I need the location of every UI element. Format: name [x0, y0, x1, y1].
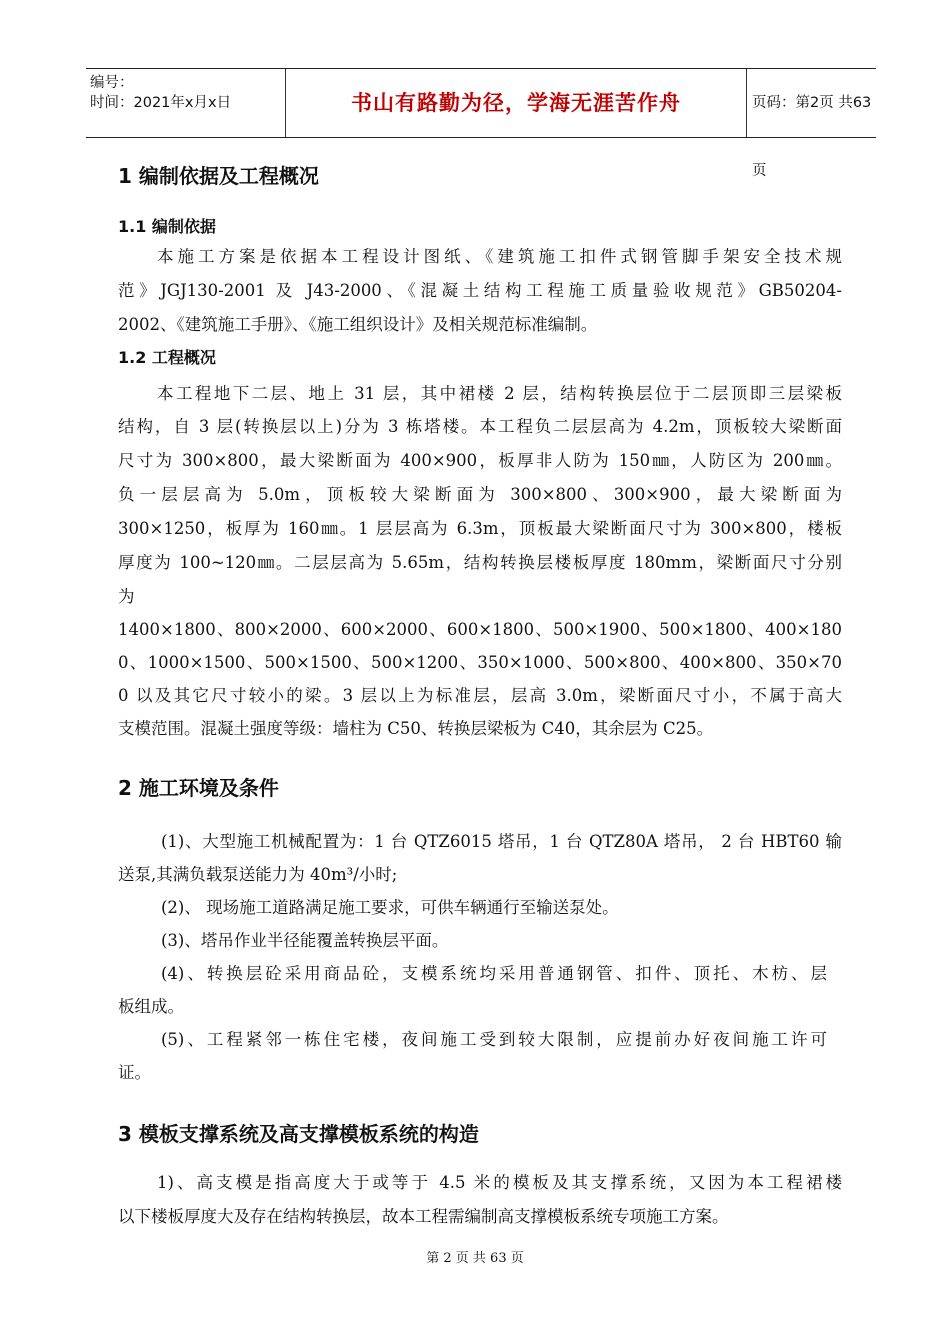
paragraph-line: 0 以及其它尺寸较小的梁。3 层以上为标准层，层高 3.0m，梁断面尺寸小，不属于高大 — [118, 686, 842, 705]
paragraph-line: 2002、《建筑施工手册》、《施工组织设计》及相关规范标准编制。 — [118, 315, 598, 334]
paragraph-line: 本施工方案是依据本工程设计图纸、《建筑施工扣件式钢管脚手架安全技术规 — [157, 247, 842, 266]
paragraph-line: 负一层层高为 5.0m，顶板较大梁断面为 300×800、300×900，最大梁断面为 — [118, 485, 842, 504]
page-footer: 第 2 页 共 63 页 — [426, 1251, 524, 1266]
paragraph-line: 以下楼板厚度大及存在结构转换层，故本工程需编制高支撑模板系统专项施工方案。 — [118, 1207, 729, 1226]
paragraph-line: 范》JGJ130-2001 及 J43-2000、《混凝土结构工程施工质量验收规范》GB50204- — [118, 281, 842, 300]
section-1-1-title: 1.1 编制依据 — [118, 217, 216, 236]
paragraph-line: (2)、 现场施工道路满足施工要求，可供车辆通行至输送泵处。 — [161, 898, 619, 917]
paragraph-line: 0、1000×1500、500×1500、500×1200、350×1000、500×800、400×800、350×70 — [118, 653, 842, 672]
section-1-2-title: 1.2 工程概况 — [118, 348, 216, 367]
paragraph-line: 1)、高支模是指高度大于或等于 4.5 米的模板及其支撑系统，又因为本工程裙楼 — [157, 1173, 842, 1192]
number-label: 编号： — [90, 75, 134, 91]
paragraph-line: 300×1250，板厚为 160㎜。1 层层高为 6.3m，顶板最大梁断面尺寸为 300×800，楼板 — [118, 519, 842, 538]
section-2-title: 2 施工环境及条件 — [118, 776, 279, 800]
paragraph-line: (5)、工程紧邻一栋住宅楼，夜间施工受到较大限制，应提前办好夜间施工许可 — [161, 1030, 827, 1049]
paragraph-line: 本工程地下二层、地上 31 层，其中裙楼 2 层，结构转换层位于二层顶即三层梁板 — [157, 384, 842, 403]
paragraph-line: 1400×1800、800×2000、600×2000、600×1800、500×1900、500×1800、400×180 — [118, 620, 842, 639]
paragraph-line: (3)、塔吊作业半径能覆盖转换层平面。 — [161, 931, 449, 950]
paragraph-line: 为 — [118, 587, 135, 606]
section-1-title: 1 编制依据及工程概况 — [118, 164, 319, 188]
paragraph-line: 送泵,其满负载泵送能力为 40m³/小时; — [118, 865, 398, 884]
paragraph-line: 支模范围。混凝土强度等级：墙柱为 C50、转换层梁板为 C40，其余层为 C25。 — [118, 719, 714, 738]
motto: 书山有路勤为径，学海无涯苦作舟 — [285, 69, 747, 137]
paragraph-line: 证。 — [118, 1063, 151, 1082]
section-3-title: 3 模板支撑系统及高支撑模板系统的构造 — [118, 1122, 479, 1146]
time-label: 时间：2021年x月x日 — [90, 95, 232, 111]
paragraph-line: 板组成。 — [118, 997, 184, 1016]
header-left-cell — [86, 69, 285, 137]
paragraph-line: 厚度为 100~120㎜。二层层高为 5.65m，结构转换层楼板厚度 180mm，梁断面尺寸分别 — [118, 553, 842, 572]
paragraph-line: (4)、转换层砼采用商品砼，支模系统均采用普通钢管、扣件、顶托、木枋、层 — [161, 964, 827, 983]
paragraph-line: (1)、大型施工机械配置为：1 台 QTZ6015 塔吊，1 台 QTZ80A 塔吊， 2 台 HBT60 输 — [161, 832, 842, 851]
paragraph-line: 结构，自 3 层(转换层以上)分为 3 栋塔楼。本工程负二层层高为 4.2m，顶板较大梁断面 — [118, 417, 842, 436]
page-info: 页码：第2页 共63页 — [752, 95, 872, 179]
paragraph-line: 尺寸为 300×800，最大梁断面为 400×900，板厚非人防为 150㎜，人防区为 200㎜。 — [118, 451, 842, 470]
